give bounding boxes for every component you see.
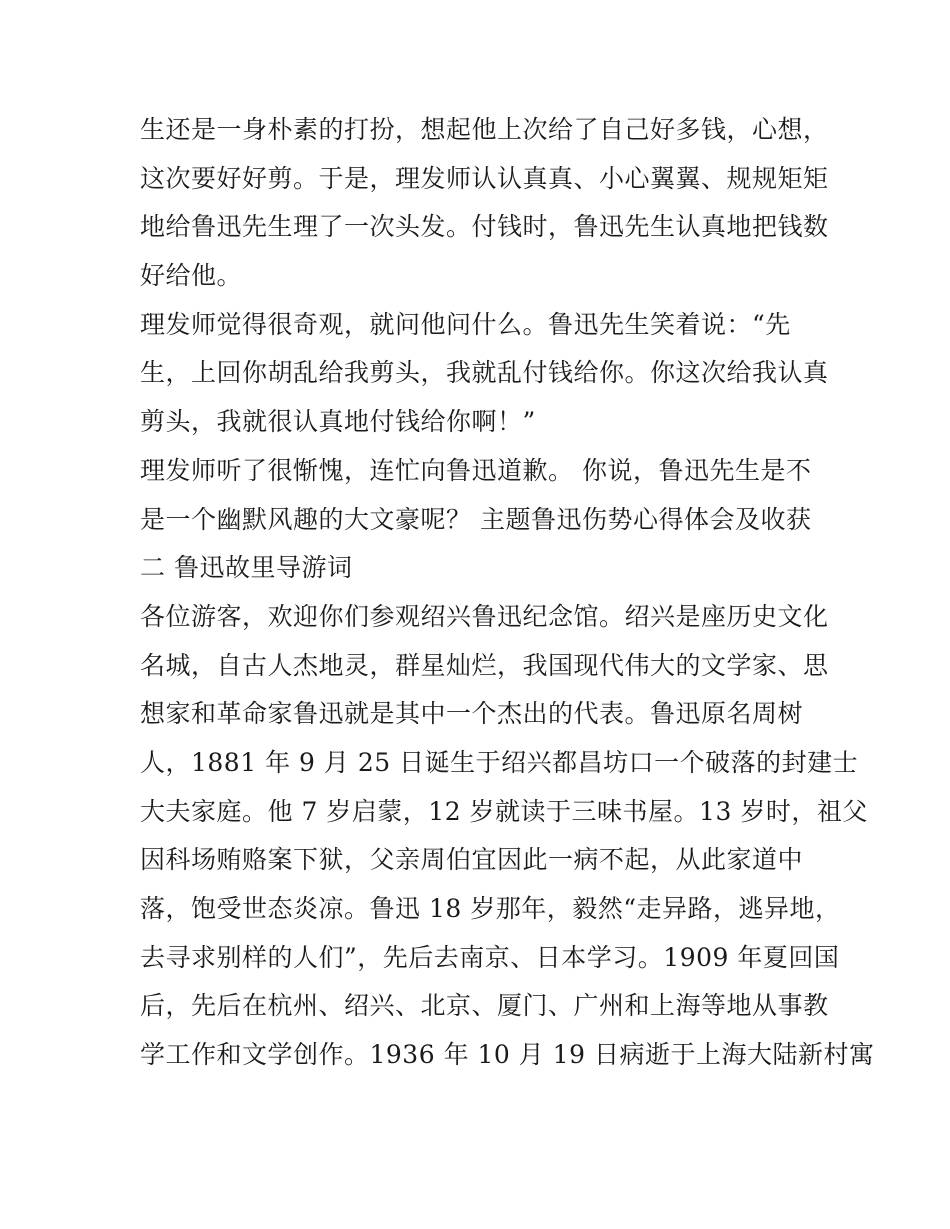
text-line: 剪头，我就很认真地付钱给你啊！” [140,407,536,437]
text-line: 这次要好好剪。于是，理发师认认真真、小心翼翼、规规矩矩 [140,163,829,193]
text-line: 人，1881 年 9 月 25 日诞生于绍兴都昌坊口一个破落的封建士 [140,747,859,777]
text-line: 学工作和文学创作。1936 年 10 月 19 日病逝于上海大陆新村寓 [140,1040,875,1070]
text-line: 想家和革命家鲁迅就是其中一个杰出的代表。鲁迅原名周树 [140,699,804,729]
text-line: 理发师听了很惭愧，连忙向鲁迅道歉。 你说，鲁迅先生是不 [140,455,812,485]
text-line: 生还是一身朴素的打扮，想起他上次给了自己好多钱，心想， [140,115,829,144]
text-line: 大夫家庭。他 7 岁启蒙，12 岁就读于三味书屋。13 岁时，祖父 [140,796,868,826]
section-heading: 二 鲁迅故里导游词 [140,553,353,583]
text-line: 各位游客，欢迎你们参观绍兴鲁迅纪念馆。绍兴是座历史文化 [140,601,829,631]
text-line: 后，先后在杭州、绍兴、北京、厦门、广州和上海等地从事教 [140,991,829,1021]
text-line: 落，饱受世态炎凉。鲁迅 18 岁那年，毅然“走异路，逃异地， [140,894,841,923]
text-line: 理发师觉得很奇观，就问他问什么。鲁迅先生笑着说：“先 [140,309,791,339]
text-line: 地给鲁迅先生理了一次头发。付钱时，鲁迅先生认真地把钱数 [140,212,829,242]
text-line: 是一个幽默风趣的大文豪呢？ 主题鲁迅伤势心得体会及收获 [140,504,812,534]
text-line: 好给他。 [140,261,243,291]
text-line: 因科场贿赂案下狱，父亲周伯宜因此一病不起，从此家道中 [140,845,804,875]
body-text [140,106,875,1080]
text-line: 生，上回你胡乱给我剪头，我就乱付钱给你。你这次给我认真 [140,358,829,388]
text-line: 名城，自古人杰地灵，群星灿烂，我国现代伟大的文学家、思 [140,650,829,680]
text-line: 去寻求别样的人们”，先后去南京、日本学习。1909 年夏回国 [140,942,840,972]
